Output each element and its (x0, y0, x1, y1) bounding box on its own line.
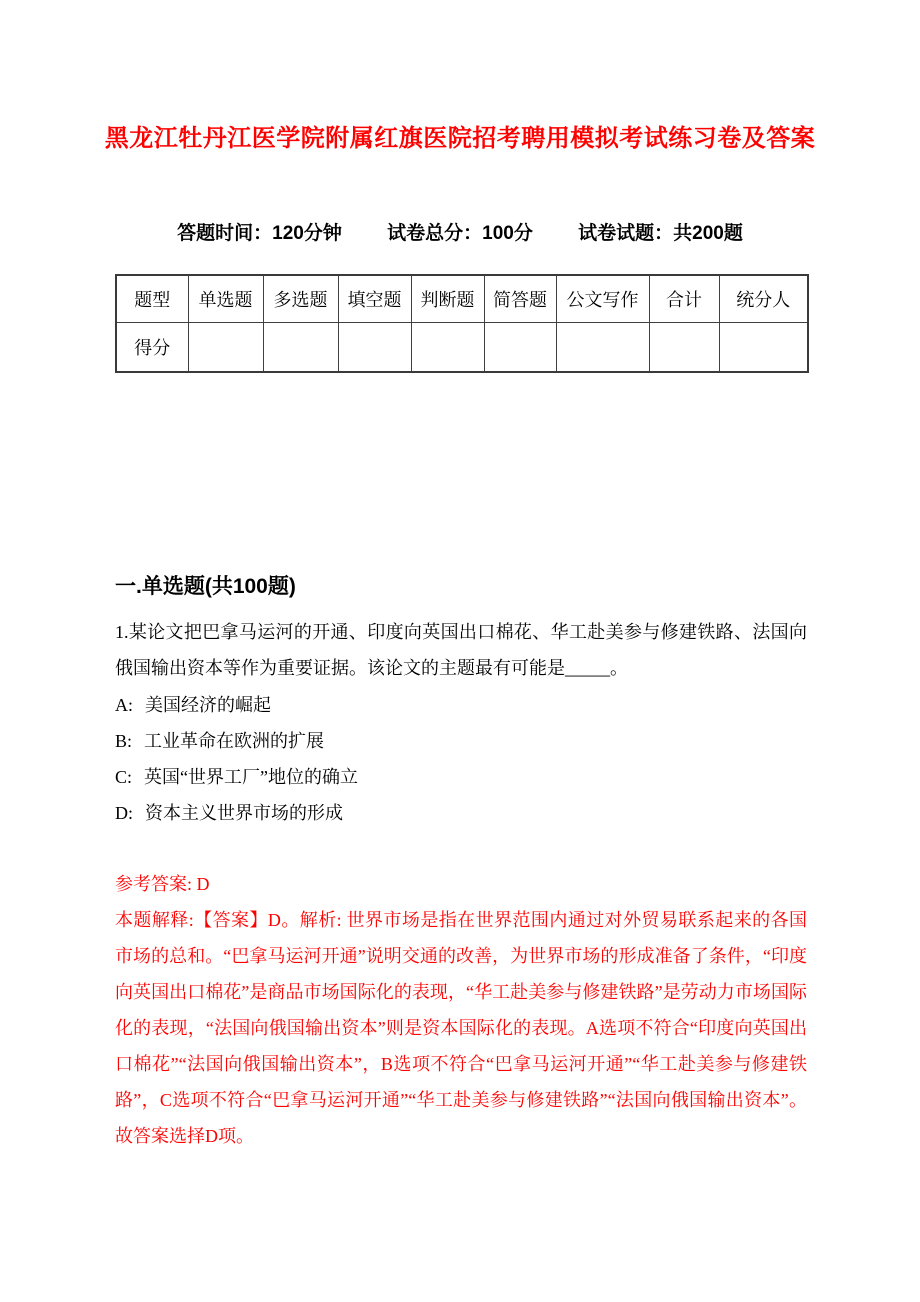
meta-question-count: 试卷试题：共200题 (578, 223, 743, 244)
option-c-label: C: (115, 767, 133, 787)
score-cell (338, 323, 411, 373)
score-summary-table (115, 274, 809, 373)
score-cell (188, 323, 263, 373)
header-fill-blank: 填空题 (338, 275, 411, 323)
header-multi-choice: 多选题 (263, 275, 338, 323)
option-d-text: 资本主义世界市场的形成 (145, 803, 343, 823)
score-cell (411, 323, 484, 373)
table-score-row (116, 323, 808, 373)
section-heading-single-choice: 一.单选题(共100题) (115, 575, 296, 598)
header-single-choice: 单选题 (188, 275, 263, 323)
answer-explanation: 本题解释:【答案】D。解析: 世界市场是指在世界范围内通过对外贸易联系起来的各国市场的总和。“巴拿马运河开通”说明交通的改善，为世界市场的形成准备了条件，“印度向英国出口棉花”是商品市场国际化的表现，“华工赴美参与修建铁路”是劳动力市场国际化的表现，“法国向俄国输出资本”则是资本国际化的表现。A选项不符合“印度向英国出口棉花”“法国向俄国输出资本”，B选项不符合“巴拿马运河开通”“华工赴美参与修建铁路”，C选项不符合“巴拿马运河开通”“华工赴美参与修建铁路”“法国向俄国输出资本”。故答案选择D项。 (115, 910, 807, 1146)
header-true-false: 判断题 (411, 275, 484, 323)
document-title: 黑龙江牡丹江医学院附属红旗医院招考聘用模拟考试练习卷及答案 (104, 125, 816, 152)
header-total: 合计 (649, 275, 719, 323)
header-short-answer: 简答题 (484, 275, 556, 323)
option-a-text: 美国经济的崛起 (145, 695, 271, 715)
score-cell (484, 323, 556, 373)
score-cell (649, 323, 719, 373)
option-a (115, 687, 807, 723)
question-1-options (115, 687, 807, 831)
header-official-writing: 公文写作 (556, 275, 649, 323)
score-row-label: 得分 (116, 323, 188, 373)
option-c (115, 759, 807, 795)
meta-answer-time: 答题时间：120分钟 (177, 223, 342, 244)
option-d (115, 795, 807, 831)
reference-answer: 参考答案: D (115, 874, 210, 894)
option-b (115, 723, 807, 759)
question-1-text: 1.某论文把巴拿马运河的开通、印度向英国出口棉花、华工赴美参与修建铁路、法国向俄国输出资本等作为重要证据。该论文的主题最有可能是_____。 (115, 622, 807, 678)
header-question-type: 题型 (116, 275, 188, 323)
option-d-label: D: (115, 803, 133, 823)
header-score-counter: 统分人 (719, 275, 808, 323)
meta-total-score: 试卷总分：100分 (387, 223, 533, 244)
score-cell (263, 323, 338, 373)
score-cell (719, 323, 808, 373)
option-b-text: 工业革命在欧洲的扩展 (144, 731, 325, 751)
score-cell (556, 323, 649, 373)
option-b-label: B: (115, 731, 133, 751)
table-header-row (116, 275, 808, 323)
exam-meta-line (0, 218, 920, 245)
option-a-label: A: (115, 695, 133, 715)
option-c-text: 英国“世界工厂”地位的确立 (144, 767, 358, 787)
